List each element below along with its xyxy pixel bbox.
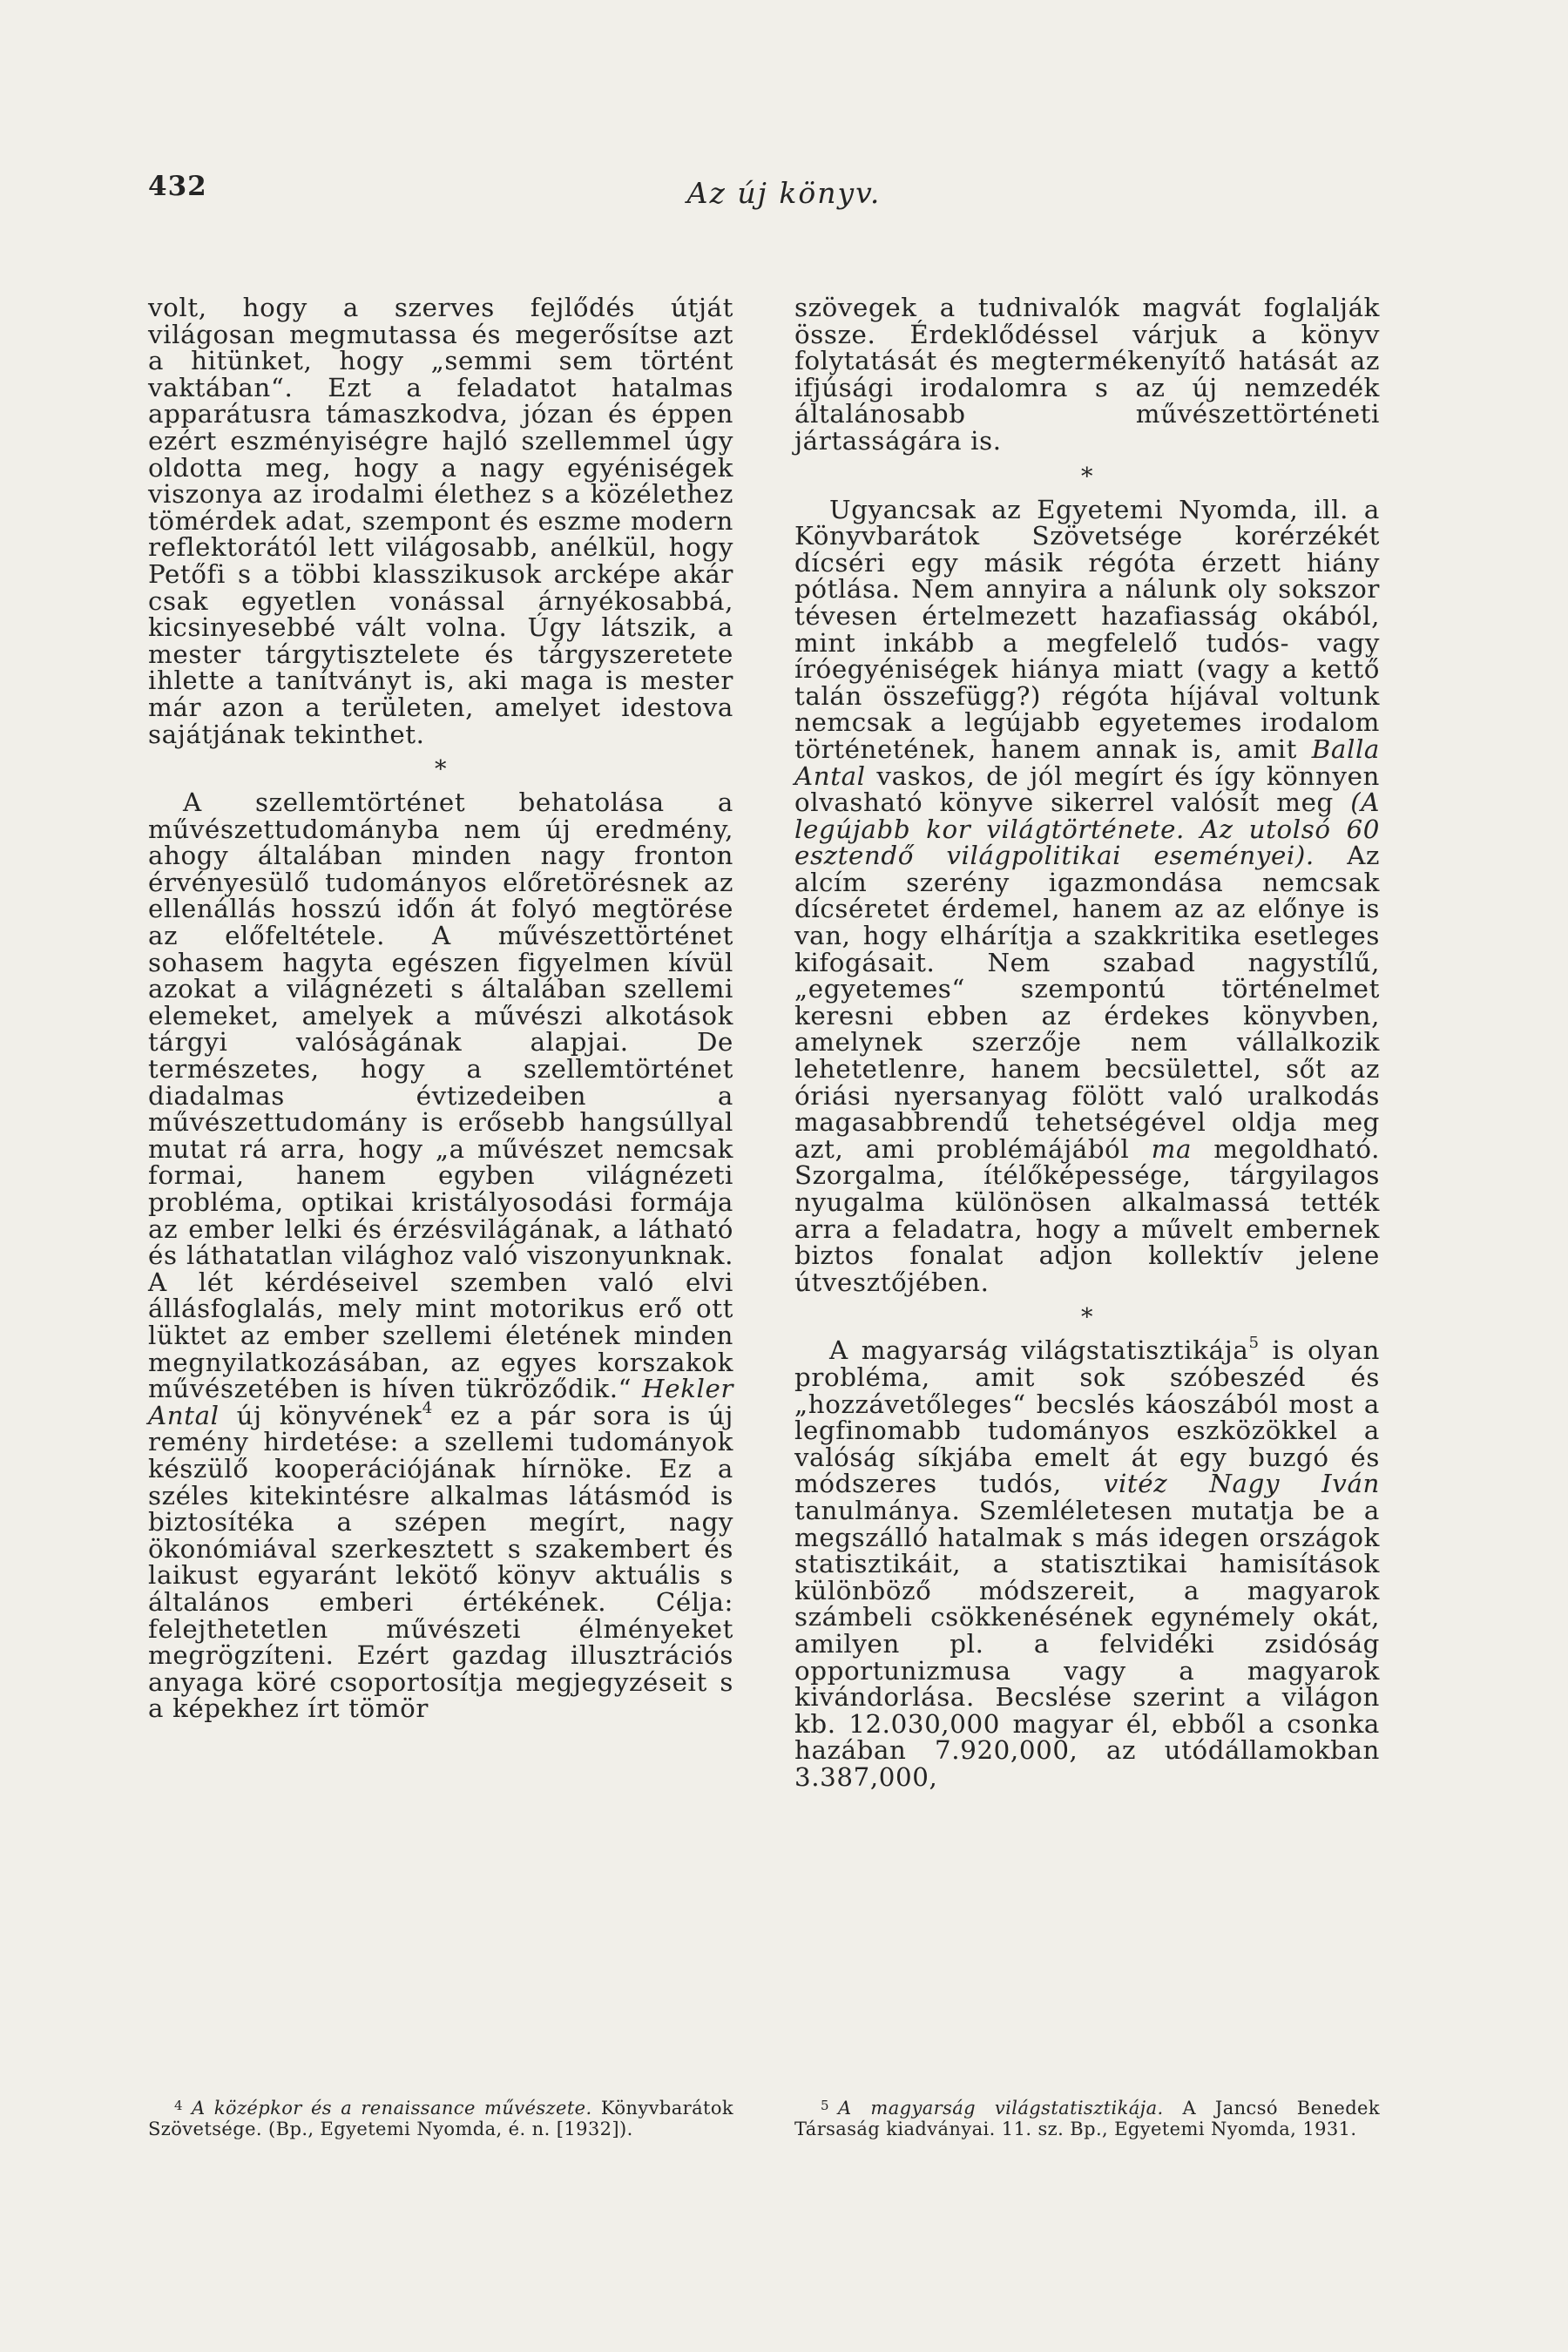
- section-separator: *: [1080, 463, 1094, 490]
- section-separator: *: [1080, 1304, 1094, 1332]
- paragraph-text: megoldható. Szorgalma, ítélőképessége, tárgyilagos nyugalma különösen alkalmassá tették arra a feladatra, hogy a művelt embernek biztos fonalat adjon kollektív jelene útvesztőjében.: [794, 1133, 1380, 1297]
- paragraph-text: is olyan probléma, amit sok szóbeszéd és „hozzávetőleges“ becslés káoszából most a legfinomabb tudományos eszközökkel a valóság síkjába emelt át egy buzgó és módszeres tudós,: [794, 1335, 1380, 1499]
- paragraph-text: ez a pár sora is új remény hirdetése: a szellemi tudományok készülő kooperációjának hírnöke. Ez a széles kitekintésre alkalmas látásmód is biztosítéka a szépen megírt, nagy ökonómiával szerkesztett s szakembert és laikust egyaránt lekötő könyv aktuális s általános emberi értékének. Célja: felejthetetlen művészeti élményeket megrögzíteni. Ezért gazdag illusztrációs anyaga köré csoportosítja megjegyzéseit s a képekhez írt tömör: [148, 1400, 733, 1724]
- paragraph: szövegek a tudnivalók magvát foglalják össze. Érdeklődéssel várjuk a könyv folytatását és megtermékenyítő hatását az ifjúsági irodalomra s az új nemzedék általánosabb művészettörténeti jártasságára is.: [794, 293, 1380, 456]
- paragraph-text: tanulmánya. Szemléletesen mutatja be a megszálló hatalmak s más idegen országok statisztikáit, a statisztikai hamisítások különböző módszereit, a magyarok számbeli csökkenésének egynémely okát, amilyen pl. a felvidéki zsidóság opportunizmusa vagy a magyarok kivándorlása. Becslése szerint a világon kb. 12.030,000 magyar él, ebből a csonka hazában 7.920,000, az utódállamokban 3.387,000,: [794, 1495, 1380, 1792]
- paragraph-text: A szellemtörténet behatolása a művészettudományba nem új eredmény, ahogy általában minden nagy fronton érvényesülő tudományos előretörésnek az ellenállás hosszú időn át folyó megtörése az előfeltétele. A művészettörténet sohasem hagyta egészen figyelmen kívül azokat a világnézeti s általában szellemi elemeket, amelyek a művészi alkotások tárgyi valóságának alapjai. De természetes, hogy a szellemtörténet diadalmas évtizedeiben a művészettudomány is erősebb hangsúllyal mutat rá arra, hogy „a művészet nemcsak formai, hanem egyben világnézeti probléma, optikai kristályosodási formája az ember lelki és érzésvilágának, a látható és láthatatlan világhoz való viszonyunknak. A lét kérdéseivel szemben való elvi állásfoglalás, mely mint motorikus erő ott lüktet az ember szellemi életének minden megnyilatkozásában, az egyes korszakok művészetében is híven tükröződik.“: [148, 787, 733, 1404]
- paragraph-text: vaskos, de jól megírt és így könnyen olvasható könyve sikerrel valósít meg: [794, 760, 1380, 818]
- book-title: (A legújabb kor világtörténete. Az utolsó 60 esztendő világpolitikai eseményei).: [794, 787, 1380, 871]
- section-separator: *: [434, 756, 448, 784]
- running-title: Az új könyv.: [686, 176, 882, 210]
- footnote-mark: 5: [821, 2098, 829, 2113]
- footnote-4: [148, 2096, 733, 2139]
- footnote-title: A középkor és a renaissance művészete.: [191, 2098, 592, 2119]
- paragraph: [794, 1334, 1380, 1792]
- footnote-title: A magyarság világstatisztikája.: [837, 2098, 1164, 2119]
- author-name: Balla Antal: [794, 733, 1380, 791]
- footnote-reference: 5: [1248, 1334, 1260, 1353]
- author-name: Hekler Antal: [148, 1374, 733, 1430]
- footnote-mark: 4: [174, 2098, 183, 2113]
- paragraph-text: Ugyancsak az Egyetemi Nyomda, ill. a Könyvbarátok Szövetsége korérzékét dícséri egy másik régóta érzett hiány pótlása. Nem annyira a nálunk oly sokszor tévesen értelmezett hazafiasság okából, mint inkább a megfelelő tudós- vagy íróegyéniségek hiánya miatt (vagy a kettő talán összefügg?) régóta híjával voltunk nemcsak a legújabb egyetemes irodalom történetének, hanem annak is, amit: [794, 494, 1380, 764]
- footnote-reference: 4: [422, 1398, 433, 1417]
- paragraph-text: Az alcím szerény igazmondása nemcsak dícséretet érdemel, hanem az az előnye is van, hogy elhárítja a szakkritika esetleges kifogásait. Nem szabad nagystílű, „egyetemes“ szempontú történelmet keresni ebben az érdekes könyvben, amelynek szerzője nem vállalkozik lehetetlenre, hanem becsülettel, sőt az óriási nyersanyag fölött való uralkodás magasabbrendű tehetségével oldja meg azt, ami problémájából: [794, 841, 1380, 1164]
- left-column: [148, 294, 733, 1722]
- paragraph: [148, 789, 733, 1722]
- footnote-5: [794, 2096, 1380, 2139]
- paragraph-text: A magyarság világstatisztikája: [829, 1335, 1249, 1366]
- page-number: 432: [148, 171, 207, 202]
- emphasis: ma: [1151, 1133, 1193, 1164]
- paragraph-text: új könyvének: [236, 1400, 422, 1430]
- paragraph: [794, 494, 1380, 1297]
- footnote-text: Könyvbarátok Szövetsége. (Bp., Egyetemi Nyomda, é. n. [1932]).: [148, 2098, 734, 2139]
- right-column: [794, 294, 1380, 1790]
- footnote-text: A Jancsó Benedek Társaság kiadványai. 11. sz. Bp., Egyetemi Nyomda, 1931.: [794, 2098, 1381, 2139]
- author-name: vitéz Nagy Iván: [1103, 1469, 1380, 1499]
- paragraph: volt, hogy a szerves fejlődés útját világosan megmutassa és megerősítse azt a hitünket, hogy „semmi sem történt vaktában“. Ezt a feladatot hatalmas apparátusra támaszkodva, józan és éppen ezért eszményiségre hajló szellemmel úgy oldotta meg, hogy a nagy egyéniségek viszonya az irodalmi élethez s a közélethez tömérdek adat, szempont és eszme modern reflektorától lett világosabb, anélkül, hogy Petőfi s a többi klasszikusok arcképe akár csak egyetlen vonással árnyékosabbá, kicsinyesebbé vált volna. Úgy látszik, a mester tárgytisztelete és tárgyszeretete ihlette a tanítványt is, aki maga is mester már azon a területen, amelyet idestova sajátjának tekinthet.: [148, 293, 733, 749]
